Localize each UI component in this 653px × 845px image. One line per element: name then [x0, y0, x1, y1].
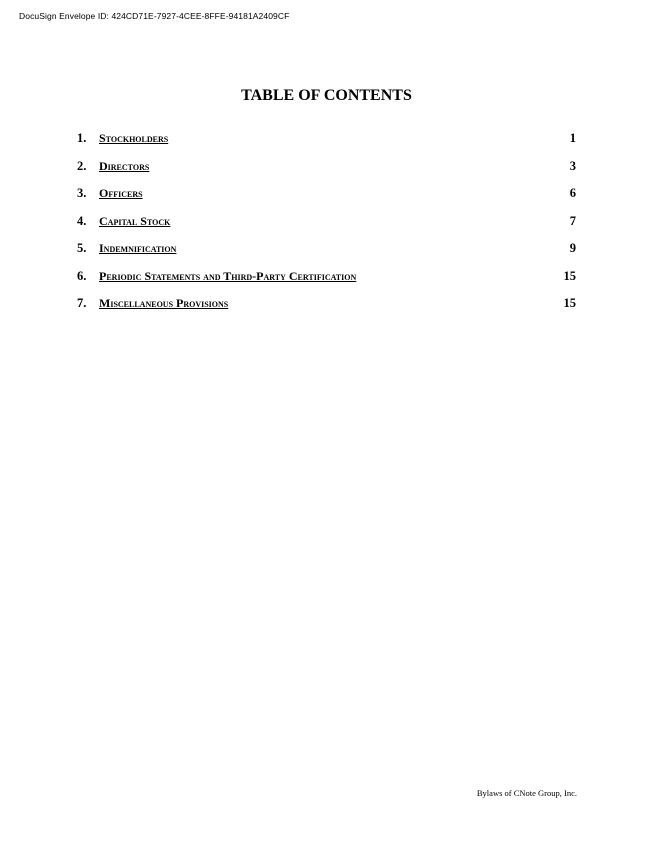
toc-page-number: 15 — [563, 268, 576, 283]
toc-row — [77, 157, 577, 185]
toc-entry-link[interactable]: Miscellaneous Provisions — [99, 296, 229, 310]
toc-row — [77, 239, 577, 267]
toc-entry-link[interactable]: Capital Stock — [99, 213, 171, 228]
toc-page-number: 3 — [569, 158, 576, 173]
toc-page-number: 1 — [569, 131, 576, 145]
toc-row — [77, 294, 577, 322]
toc-number: 7. — [77, 296, 87, 310]
toc-number: 4. — [77, 213, 87, 228]
table-of-contents — [77, 129, 577, 322]
toc-entry-link[interactable]: Indemnification — [99, 241, 177, 255]
toc-row — [77, 212, 577, 240]
toc-row — [77, 129, 577, 157]
toc-row — [77, 184, 577, 212]
toc-page-number: 9 — [569, 241, 576, 255]
toc-row — [77, 267, 577, 295]
toc-entry-link[interactable]: Directors — [99, 158, 150, 173]
toc-entry-link[interactable]: Periodic Statements and Third-Party Certification — [99, 268, 357, 283]
toc-entry-link[interactable]: Stockholders — [99, 131, 169, 145]
toc-page-number: 6 — [569, 186, 576, 200]
toc-number: 1. — [77, 131, 87, 145]
toc-number: 5. — [77, 241, 87, 255]
footer-text: Bylaws of CNote Group, Inc. — [476, 788, 577, 798]
toc-page-number: 7 — [569, 213, 576, 228]
toc-entry-link[interactable]: Officers — [99, 186, 143, 200]
toc-number: 3. — [77, 186, 87, 200]
toc-title: TABLE OF CONTENTS — [241, 87, 412, 104]
envelope-id: DocuSign Envelope ID: 424CD71E-7927-4CEE-8FFE-94181A2409CF — [19, 11, 290, 21]
toc-number: 6. — [77, 268, 87, 283]
toc-page-number: 15 — [563, 296, 576, 310]
toc-number: 2. — [77, 158, 87, 173]
